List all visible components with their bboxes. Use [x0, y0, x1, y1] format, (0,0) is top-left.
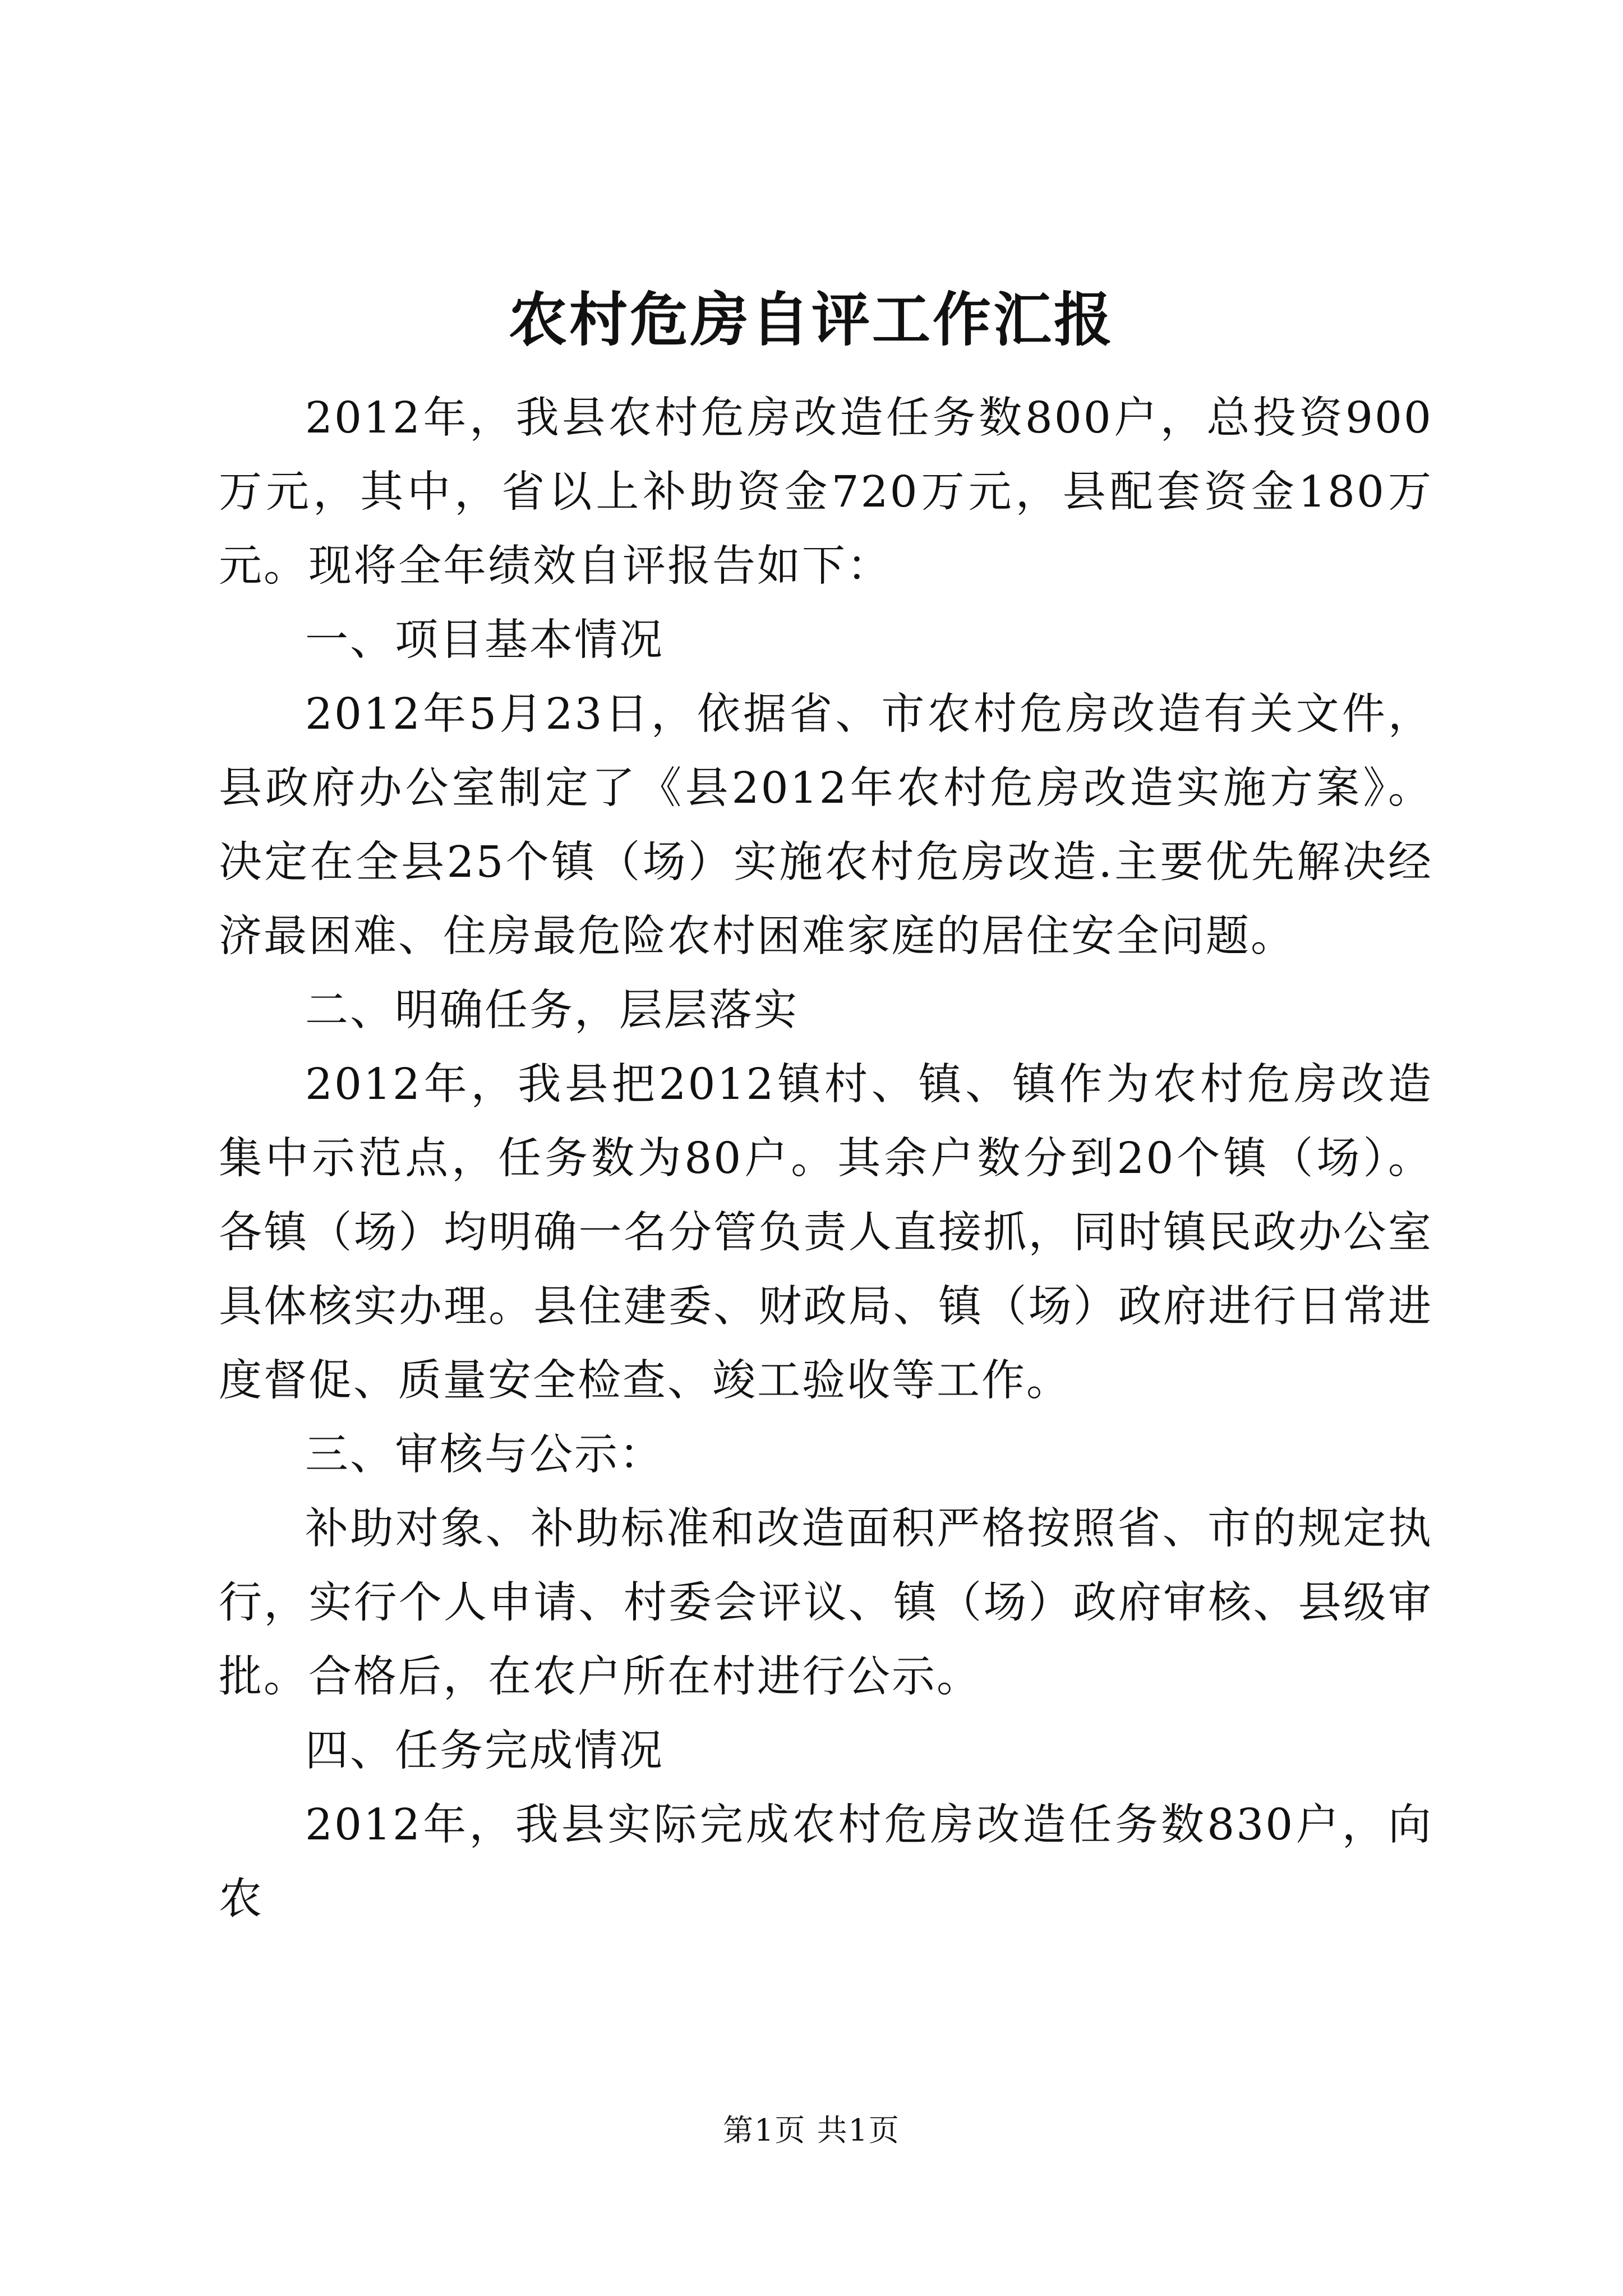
paragraph-task-assignment: 2012年，我县把2012镇村、镇、镇作为农村危房改造集中示范点，任务数为80户。其余户数分到20个镇（场）。各镇（场）均明确一名分管负责人直接抓，同时镇民政办公室具体核实办理。县住建委、财政局、镇（场）政府进行日常进度督促、质量安全检查、竣工验收等工作。 — [219, 1060, 1433, 1406]
paragraph-basic-situation: 2012年5月23日，依据省、市农村危房改造有关文件，县政府办公室制定了《县2012年农村危房改造实施方案》。决定在全县25个镇（场）实施农村危房改造.主要优先解决经济最困难、住房最危险农村困难家庭的居住安全问题。 — [219, 689, 1433, 961]
paragraph-review-publicity: 补助对象、补助标准和改造面积严格按照省、市的规定执行，实行个人申请、村委会评议、镇（场）政府审核、县级审批。合格后，在农户所在村进行公示。 — [219, 1504, 1433, 1702]
document-title: 农村危房自评工作汇报 — [508, 285, 1114, 354]
paragraph-intro: 2012年，我县农村危房改造任务数800户，总投资900万元，其中，省以上补助资金720万元，县配套资金180万元。现将全年绩效自评报告如下： — [219, 393, 1433, 591]
section-heading-1: 一、项目基本情况 — [305, 615, 664, 665]
section-heading-4: 四、任务完成情况 — [305, 1726, 664, 1776]
section-heading-2: 二、明确任务，层层落实 — [305, 986, 799, 1036]
paragraph-completion: 2012年，我县实际完成农村危房改造任务数830户，向农 — [219, 1800, 1433, 1924]
document-body — [219, 381, 1433, 1936]
section-heading-3: 三、审核与公示： — [305, 1430, 664, 1480]
page-footer: 第1页 共1页 — [723, 2113, 900, 2148]
